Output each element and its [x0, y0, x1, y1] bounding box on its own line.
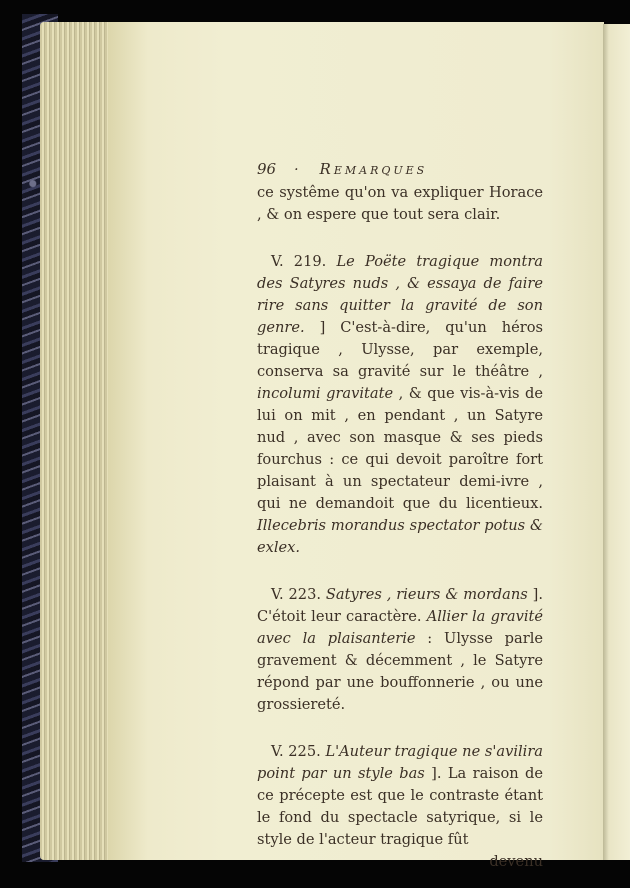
page-edges: [40, 22, 118, 860]
text-segment: ] C'est-à-dire, qu'un héros tragique , Ulysse, par exemple, conserva sa gravité sur le théâtre ,: [257, 319, 543, 380]
text-segment: : Ulysse parle gravement & décemment , le Satyre répond par une bouffonnerie , ou une grossiereté.: [257, 630, 543, 713]
italic-segment: Satyres , rieurs & mordans: [325, 586, 528, 603]
text-segment: ]. La raison de ce précepte est que le contraste étant le fond du spectacle satyrique, si le style de l'acteur tragique fût: [257, 765, 543, 848]
italic-segment: Illecebris morandus spectator potus & exlex.: [257, 517, 543, 556]
paragraph: [257, 251, 543, 559]
paragraph: [257, 584, 543, 716]
paragraphs: [257, 182, 543, 851]
page-text: [257, 158, 543, 873]
text-segment: ce systême qu'on va expliquer Horace , & on espere que tout sera clair.: [257, 184, 543, 223]
paragraph-text: [257, 251, 543, 559]
italic-segment: incolumi gravitate: [257, 385, 394, 402]
paragraph-text: [257, 182, 543, 226]
italic-segment: Le Poëte tragique montra des Satyres nuds , & essaya de faire rire sans quitter la gravité de son genre.: [257, 253, 543, 336]
paragraph-text: [257, 741, 543, 851]
paragraph-text: [257, 584, 543, 716]
catchword: devenu: [489, 853, 543, 870]
page-number: 96: [257, 160, 277, 178]
italic-segment: Allier la gravité avec la plaisanterie: [257, 608, 543, 647]
header-separator: ·: [294, 162, 302, 178]
text-segment: , & que vis-à-vis de lui on mit , en pendant , un Satyre nud , avec son masque & ses pieds fourchus : ce qui devoit paroître fort plaisant à un spectateur demi-ivre , qui ne demandoit que du licentieux.: [257, 385, 543, 512]
running-head: Remarques: [319, 160, 428, 178]
page-header: [257, 158, 543, 181]
text-segment: V. 225.: [271, 743, 326, 760]
text-segment: ]. C'étoit leur caractère.: [257, 586, 543, 625]
text-segment: V. 223.: [271, 586, 326, 603]
paragraph: [257, 182, 543, 226]
paragraph: [257, 741, 543, 851]
italic-segment: L'Auteur tragique ne s'avilira point par un style bas: [257, 743, 543, 782]
text-segment: V. 219.: [271, 253, 337, 270]
facing-page-edge: [603, 24, 630, 860]
